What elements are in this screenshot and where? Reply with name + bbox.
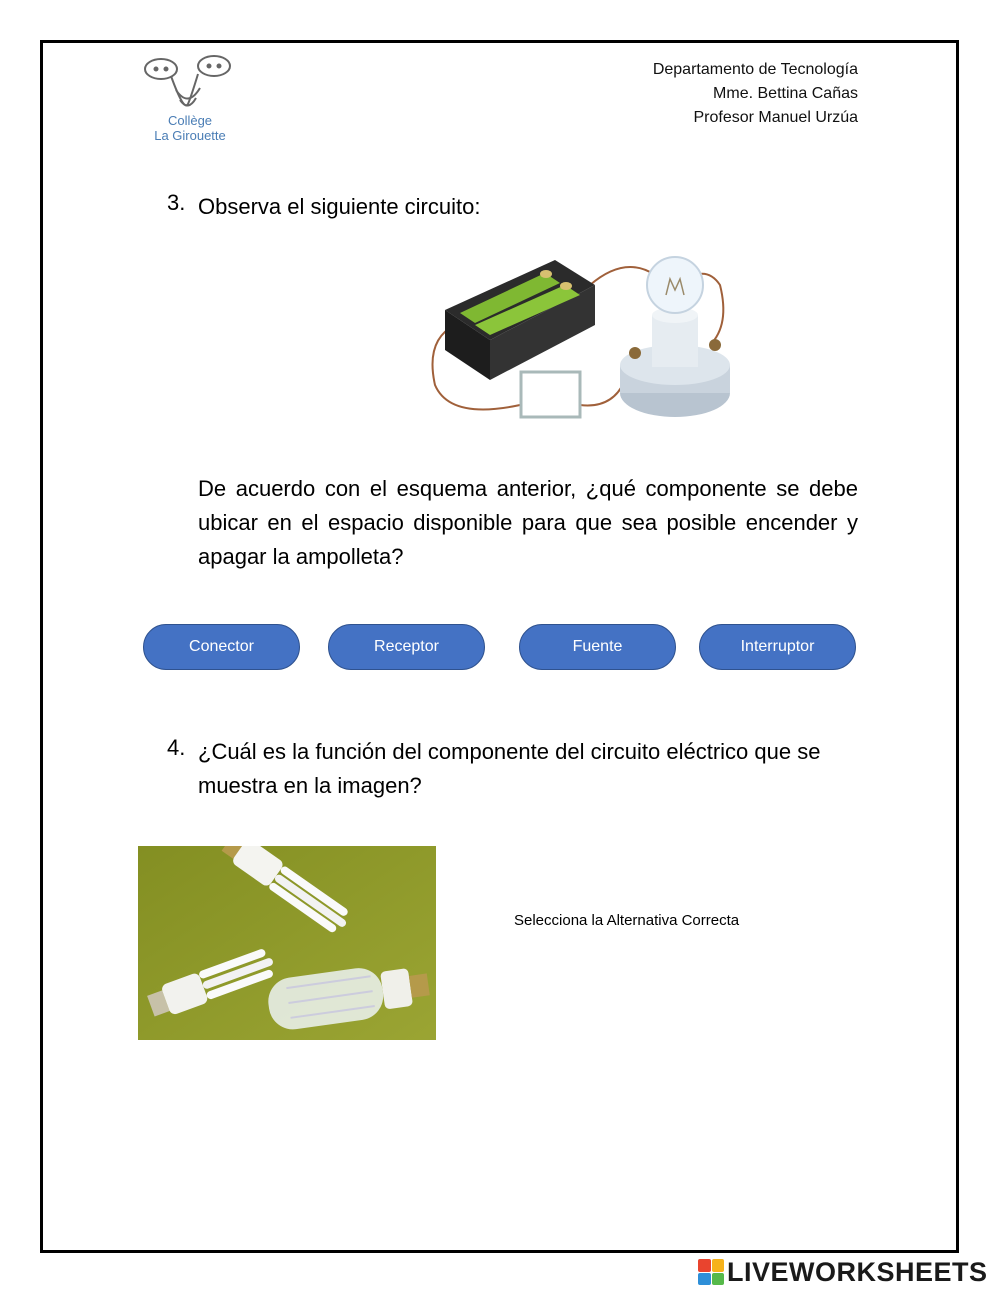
liveworksheets-wordmark: LIVEWORKSHEETS [727, 1256, 988, 1287]
liveworksheets-icon [698, 1259, 724, 1285]
question-3-title: Observa el siguiente circuito: [198, 194, 481, 219]
department: Departamento de Tecnología [652, 61, 858, 78]
header-info [653, 58, 858, 130]
answer-dropdown[interactable]: Selecciona la Alternativa Correcta [514, 912, 740, 929]
school-name-line2: La Girouette [154, 128, 226, 143]
school-name [138, 113, 242, 143]
question-3-number: 3. [167, 190, 186, 215]
liveworksheets-logo [698, 1257, 988, 1287]
option-conector-button[interactable]: Conector [143, 624, 300, 670]
teacher-2: Profesor Manuel Urzúa [693, 109, 858, 126]
option-receptor-button[interactable]: Receptor [328, 624, 485, 670]
question-4-title: ¿Cuál es la función del componente del circuito eléctrico que se muestra en la imagen? [198, 739, 821, 798]
option-interruptor-button[interactable]: Interruptor [699, 624, 856, 670]
teacher-1: Mme. Bettina Cañas [713, 85, 858, 102]
energy-saving-bulbs-photo [138, 846, 436, 1040]
circuit-illustration [420, 245, 740, 440]
school-name-line1: Collège [167, 113, 213, 128]
question-3-prompt: De acuerdo con el esquema anterior, ¿qué componente se debe ubicar en el espacio disponible para que sea posible encender y apagar la ampolleta? [198, 476, 858, 569]
question-4-number: 4. [167, 735, 186, 760]
option-fuente-button[interactable]: Fuente [519, 624, 676, 670]
